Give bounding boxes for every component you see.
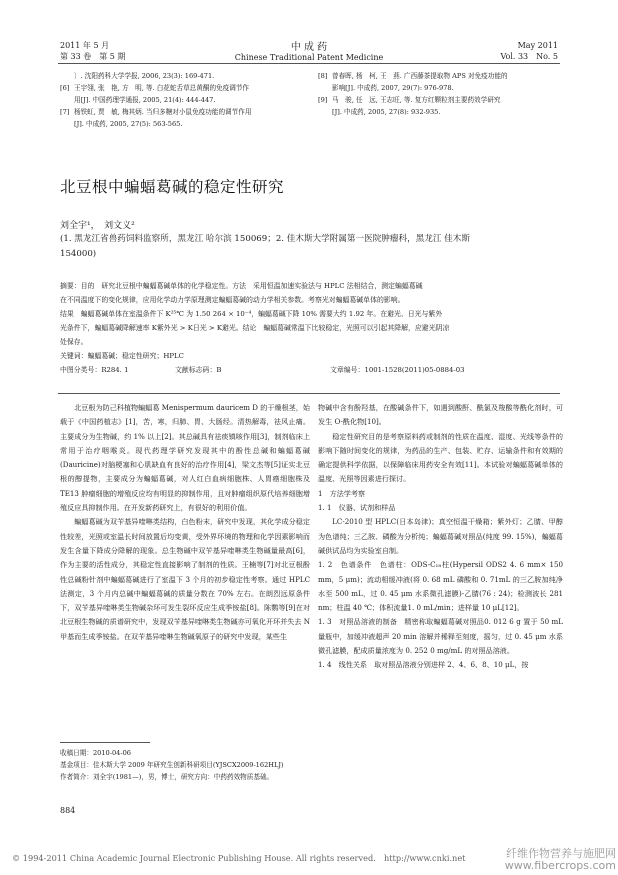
- journal-date: 2011 年 5 月: [60, 41, 110, 50]
- abstract: [60, 279, 565, 377]
- affiliation-line: 154000): [60, 249, 97, 259]
- reference-line: 〕. 沈阳药科大学学报, 2006, 23(3): 169-471.: [74, 72, 215, 80]
- reference-line: [J]. 中成药, 2005, 27(8): 932-935.: [332, 108, 441, 116]
- paragraph: 北豆根为防己科植物蝙蝠葛 Menispermum dauricem D 的干燥根茎，始载于《中国药植志》[1]，苦，寒，归肺、胃、大肠经。清热解毒，祛风止痛。主要成分为生物碱，约 1% 以上[2]。其总碱具有祛痰镇咳作用[3]，制剂临床上常用于治疗咽喉炎。现代药理学研究发现其中的酚性总碱和蝙蝠葛碱(Dauricine)对脑梗塞和心肌缺血有良好的治疗作用[4]，梁文杰等[5]证实北豆根的醇提物，主要成分为蝙蝠葛碱，对人红白血病细胞株、人胃癌细胞株及 TE13 肿瘤细胞的增殖反应均有明显的抑制作用，且对肿瘤组织原代培养细胞增殖反应具抑制作用。在开发新药研究上，有很好的利用价值。: [60, 403, 311, 513]
- paragraph: 蝙蝠葛碱为双苄基异喹啉类结构，白色粉末，研究中发现，其化学成分稳定性较差，光照或室温长时间放置后均变黄，受外界环境的物理和化学因素影响而发生含量下降成分降解的现象。总生物碱中双苄基异喹啉类生物碱量最高[6]，作为主要的活性成分，其稳定性直接影响了制剂的性质。王楠等[7]对北豆根酚性总碱粉针剂中蝙蝠葛碱进行了室温下 3 个月的初步稳定性考察。通过 HPLC 法测定，3 个月内总碱中蝙蝠葛碱的质量分数在 70% 左右。在朗烈远原条件下，双苄基异喹啉类生物碱杂环可发生裂环反应生成季铵盐[8]。陈鹦等[9]在对北豆根生物碱的质谱研究中，发现双苄基异喹啉类生物碱亦可氧化开环并失去 N 甲基而生成季铵盐。在双苄基异喹啉生物碱氧原子的研究中发现，某些生: [60, 517, 311, 641]
- document-code: 文献标志码：B: [175, 366, 222, 374]
- subsection-heading: 1. 1 仪器、试剂和样品: [318, 503, 396, 513]
- paragraph: 物碱中含有酚羟基，在酸碱条件下，如遇到酸酐、酰氯及羧酸等酰化剂时，可发生 O-酰化物[10]。: [318, 403, 564, 427]
- paragraph: 稳定性研究目的是考察原料药或制剂的性质在温度、湿度、光线等条件的影响下随时间变化的规律，为药品的生产、包装、贮存、运输条件和有效期的确定提供科学依据，以保障临床用药安全有效[11]。本试验对蝙蝠葛碱单体的温度、光照等因素进行探讨。: [318, 431, 564, 484]
- watermark: 纤维作物营养与施肥网 www.fibercrops.com: [504, 847, 616, 872]
- copyright-footer: © 1994-2011 China Academic Journal Electronic Publishing House. All rights reserved. http://www.cnki.net: [12, 853, 466, 863]
- author-info: 作者简介：刘全宇(1981—)，男，博士，研究方向：中药药效物质基础。: [60, 773, 274, 781]
- paragraph: LC-2010 型 HPLC(日本岛津)；真空恒温干燥箱；紫外灯；乙腈、甲醇为色谱纯；三乙胺、磷酸为分析纯；蝙蝠葛碱对照品(纯度 99. 15%)，蝙蝠葛碱供试品均为实验室自制。: [318, 517, 564, 555]
- reference-line: [9] 马 骏, 任 远, 王志旺, 等. 复方红颗粒剂主要药效学研究: [318, 96, 501, 104]
- journal-date-en: May 2011: [517, 41, 558, 50]
- journal-volume-en: Vol. 33 No. 5: [500, 52, 558, 61]
- received-date: 收稿日期：2010-04-06: [60, 749, 131, 757]
- reference-line: 用[J]. 中国药理学通报, 2005, 21(4): 444-447.: [74, 96, 216, 104]
- article-authors: 刘全宇¹， 刘文义²: [60, 221, 135, 231]
- reference-line: 影响[J]. 中成药, 2007, 29(7): 976-978.: [332, 84, 454, 92]
- reference-line: [6] 王宇翎, 张 艳, 方 明, 等. 白花蛇舌草总黄酮的免疫调节作: [60, 84, 250, 92]
- references-right: [318, 70, 563, 118]
- abstract-line: 光条件下，蝙蝠葛碱降解速率 K紫外光 > K日光 > K避光。结论 蝙蝠葛碱常温下比较稳定，光照可以引起其降解，应避光阴凉: [60, 324, 450, 332]
- article-number: 文章编号：1001-1528(2011)05-0884-03: [330, 366, 465, 374]
- paragraph: 1. 2 色谱条件 色谱柱：ODS-C₁₈柱(Hypersil ODS2 4. 6 mm× 150 mm，5 μm)；流动相缓冲液(将 0. 68 mL 磷酸和 0. 71mL 的三乙胺加纯净水至 500 mL，过 0. 45 μm 水系微孔滤膜)-乙腈(76 : 24)；检测波长 281 nm；柱温 40 ℃；体积流量1. 0 mL/min；进样量 10 μL[12]。: [318, 560, 564, 613]
- body-right-column: [318, 401, 563, 673]
- section-heading: 1 方法学考察: [318, 488, 366, 498]
- paragraph: 1. 4 线性关系 取对照品溶液分别进样 2、4、6、8、10 μL，按: [318, 660, 529, 670]
- abstract-line: 处保存。: [60, 338, 88, 346]
- page-number: 884: [60, 806, 76, 815]
- footnote: [60, 747, 520, 783]
- affiliation-line: (1. 黑龙江省兽药饲料监察所，黑龙江 哈尔滨 150069；2. 佳木斯大学附属第一医院肿瘤科，黑龙江 佳木斯: [60, 234, 470, 244]
- keywords: 关键词：蝙蝠葛碱；稳定性研究；HPLC: [60, 352, 184, 360]
- reference-line: [J]. 中成药, 2005, 27(5): 563-565.: [74, 120, 183, 128]
- journal-name: 中 成 药: [290, 42, 328, 53]
- journal-volume: 第 33 卷 第 5 期: [60, 52, 126, 61]
- paragraph: 1. 3 对照品溶液的制备 精密称取蝙蝠葛碱对照品0. 012 6 g 置于 50 mL 量瓶中，加缓冲液超声 20 min 溶解并稀释至刻度，摇匀，过 0. 45 μm 水系微孔滤膜，配成质量浓度为 0. 252 0 mg/mL 的对照品溶液。: [318, 617, 563, 656]
- classification-row: [60, 363, 565, 377]
- article-affiliation: [60, 232, 565, 262]
- abstract-rule: [58, 393, 560, 394]
- header-rule: [58, 63, 560, 64]
- article-title: 北豆根中蝙蝠葛碱的稳定性研究: [60, 178, 285, 196]
- abstract-line: 结果 蝙蝠葛碱单体在室温条件下 K²⁵℃ 为 1.50 264 × 10⁻⁴，蝙蝠葛碱下降 10% 需要大约 1.92 年。在避光、日光与紫外: [60, 310, 443, 318]
- body-left-column: [60, 401, 310, 644]
- abstract-line: 摘要：目的 研究北豆根中蝙蝠葛碱单体的化学稳定性。方法 采用恒温加速实验法与 HPLC 法相结合，测定蝙蝠葛碱: [60, 282, 423, 290]
- reference-line: [8] 曾春晖, 杨 柯, 王 燕. 广西藤茶提取物 APS 对免疫功能的: [318, 72, 508, 80]
- references-left: [60, 70, 310, 130]
- footnote-rule: [60, 742, 150, 743]
- clc-number: 中图分类号：R284. 1: [60, 366, 129, 374]
- abstract-line: 在不同温度下的变化规律，应用化学动力学原理测定蝙蝠葛碱的动力学相关参数。考察光对蝙蝠葛碱单体的影响。: [60, 296, 405, 304]
- fund-info: 基金项目：佳木斯大学 2009 年研究生创新科研项目(YJSCX2009-162HLJ): [60, 761, 284, 769]
- reference-line: [7] 杨铁虹, 贾 敏, 梅其炳. 当归多糖对小鼠免疫功能的调节作用: [60, 108, 252, 116]
- journal-english-name: Chinese Traditional Patent Medicine: [234, 53, 384, 62]
